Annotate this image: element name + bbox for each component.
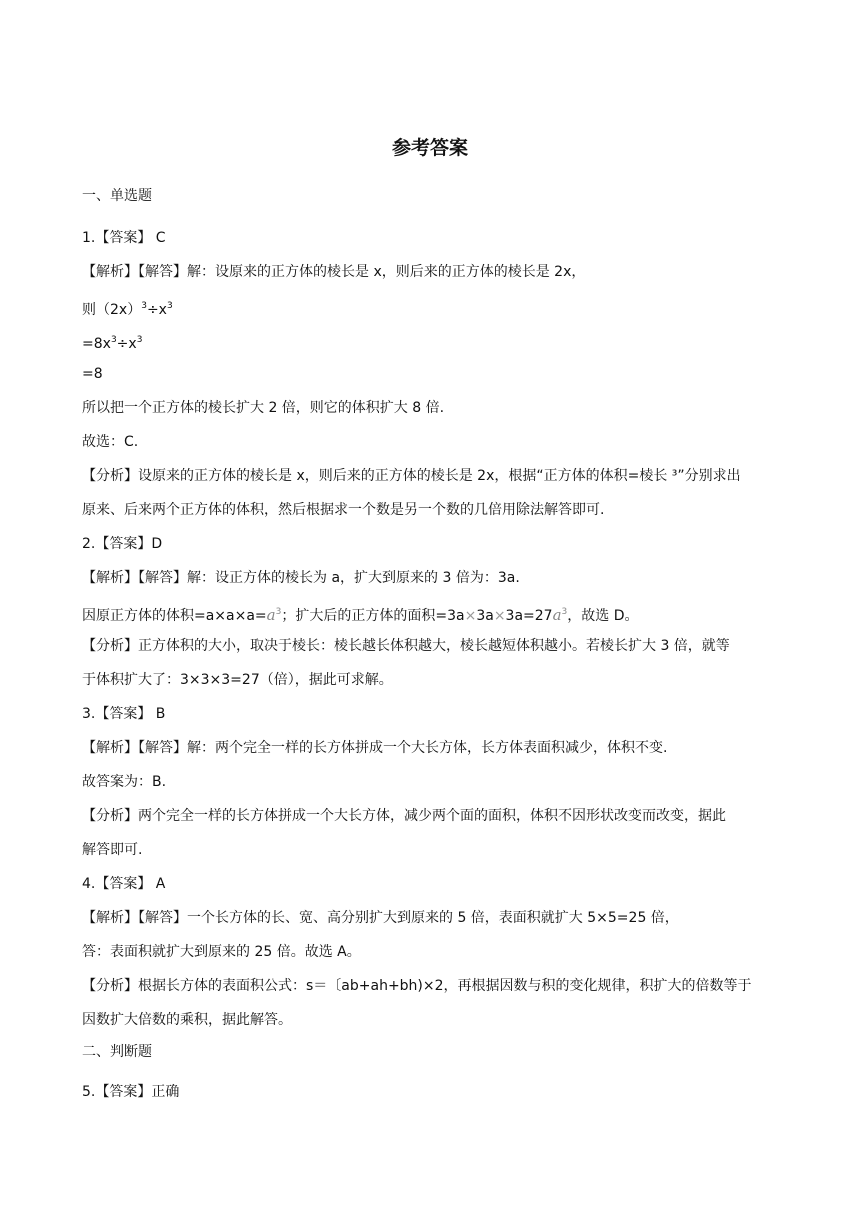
q3-analysis-line-2: 解答即可. xyxy=(82,842,143,858)
q1-choice: 故选：C. xyxy=(82,434,139,450)
q2-vol-text-c: ；扩大后的正方体的面积=3a xyxy=(281,608,465,624)
q1-explanation: 【解析】【解答】解：设原来的正方体的棱长是 x，则后来的正方体的棱长是 2x， xyxy=(82,264,586,280)
q2-vol-exponent: 3 xyxy=(275,607,282,617)
q3-explanation: 【解析】【解答】解：两个完全一样的长方体拼成一个大长方体，长方体表面积减少，体积不变. xyxy=(82,740,668,756)
q2-analysis-line-1: 【分析】正方体积的大小，取决于棱长：棱长越长体积越大，棱长越短体积越小。若棱长扩大 3 倍，就等 xyxy=(82,638,730,654)
q4-analysis-line-2: 因数扩大倍数的乘积，据此解答。 xyxy=(82,1012,292,1028)
q2-answer: 2.【答案】D xyxy=(82,536,163,552)
q1-conclusion: 所以把一个正方体的棱长扩大 2 倍，则它的体积扩大 8 倍. xyxy=(82,400,445,416)
q1-equation-3: =8 xyxy=(82,366,103,382)
q4-result: 答：表面积就扩大到原来的 25 倍。故选 A。 xyxy=(82,944,361,960)
q2-vol-text-a: 因原正方体的体积=a×a×a= xyxy=(82,608,267,624)
q1-eq2-exponent: 3 xyxy=(110,335,117,345)
section-heading-true-false: 二、判断题 xyxy=(82,1044,152,1060)
q1-analysis-line-1: 【分析】设原来的正方体的棱长是 x，则后来的正方体的棱长是 2x，根据“正方体的体积=棱长 ³”分别求出 xyxy=(82,468,741,484)
q2-times-1: × xyxy=(464,608,477,624)
q2-vol-a-2: a xyxy=(552,606,562,624)
q5-answer: 5.【答案】正确 xyxy=(82,1084,180,1100)
q1-answer: 1.【答案】 C xyxy=(82,230,166,246)
q2-volume-line xyxy=(82,602,782,626)
section-heading-single-choice: 一、单选题 xyxy=(82,188,152,204)
q2-times-2: × xyxy=(493,608,506,624)
q1-eq2-text: =8x xyxy=(82,336,111,352)
q1-eq2-divide: ÷x xyxy=(116,336,137,352)
q1-equation-2 xyxy=(82,330,782,354)
q2-explanation: 【解析】【解答】解：设正方体的棱长为 a，扩大到原来的 3 倍为：3a. xyxy=(82,570,520,586)
page-title: 参考答案 xyxy=(391,137,468,159)
q4-answer: 4.【答案】 A xyxy=(82,876,166,892)
q3-analysis-line-1: 【分析】两个完全一样的长方体拼成一个大长方体，减少两个面的面积，体积不因形状改变而改变，据此 xyxy=(82,808,726,824)
q1-eq1-text: 则（2x） xyxy=(82,302,142,318)
q2-vol-text-d: 3a xyxy=(476,608,494,624)
q3-result: 故答案为：B. xyxy=(82,774,167,790)
q2-vol-exponent-2: 3 xyxy=(561,607,568,617)
q4-analysis-line-1: 【分析】根据长方体的表面积公式：s＝〔ab+ah+bh)×2，再根据因数与积的变化规律，积扩大的倍数等于 xyxy=(82,978,752,994)
q2-vol-a: a xyxy=(266,606,276,624)
q2-analysis-line-2: 于体积扩大了：3×3×3=27（倍），据此可求解。 xyxy=(82,672,393,688)
q1-eq1-exponent: 3 xyxy=(141,301,147,311)
q1-eq1-divide: ÷x xyxy=(146,302,167,318)
q1-equation-1 xyxy=(82,296,782,320)
q3-answer: 3.【答案】 B xyxy=(82,706,166,722)
q1-analysis-line-2: 原来、后来两个正方体的体积，然后根据求一个数是另一个数的几倍用除法解答即可. xyxy=(82,502,605,518)
q2-vol-text-e: 3a=27 xyxy=(505,608,553,624)
q4-explanation: 【解析】【解答】一个长方体的长、宽、高分别扩大到原来的 5 倍，表面积就扩大 5×5=25 倍， xyxy=(82,910,679,926)
q1-eq2-exponent-2: 3 xyxy=(136,335,143,345)
q1-eq1-exponent-2: 3 xyxy=(166,301,173,311)
q2-vol-text-g: ，故选 D。 xyxy=(567,608,639,624)
